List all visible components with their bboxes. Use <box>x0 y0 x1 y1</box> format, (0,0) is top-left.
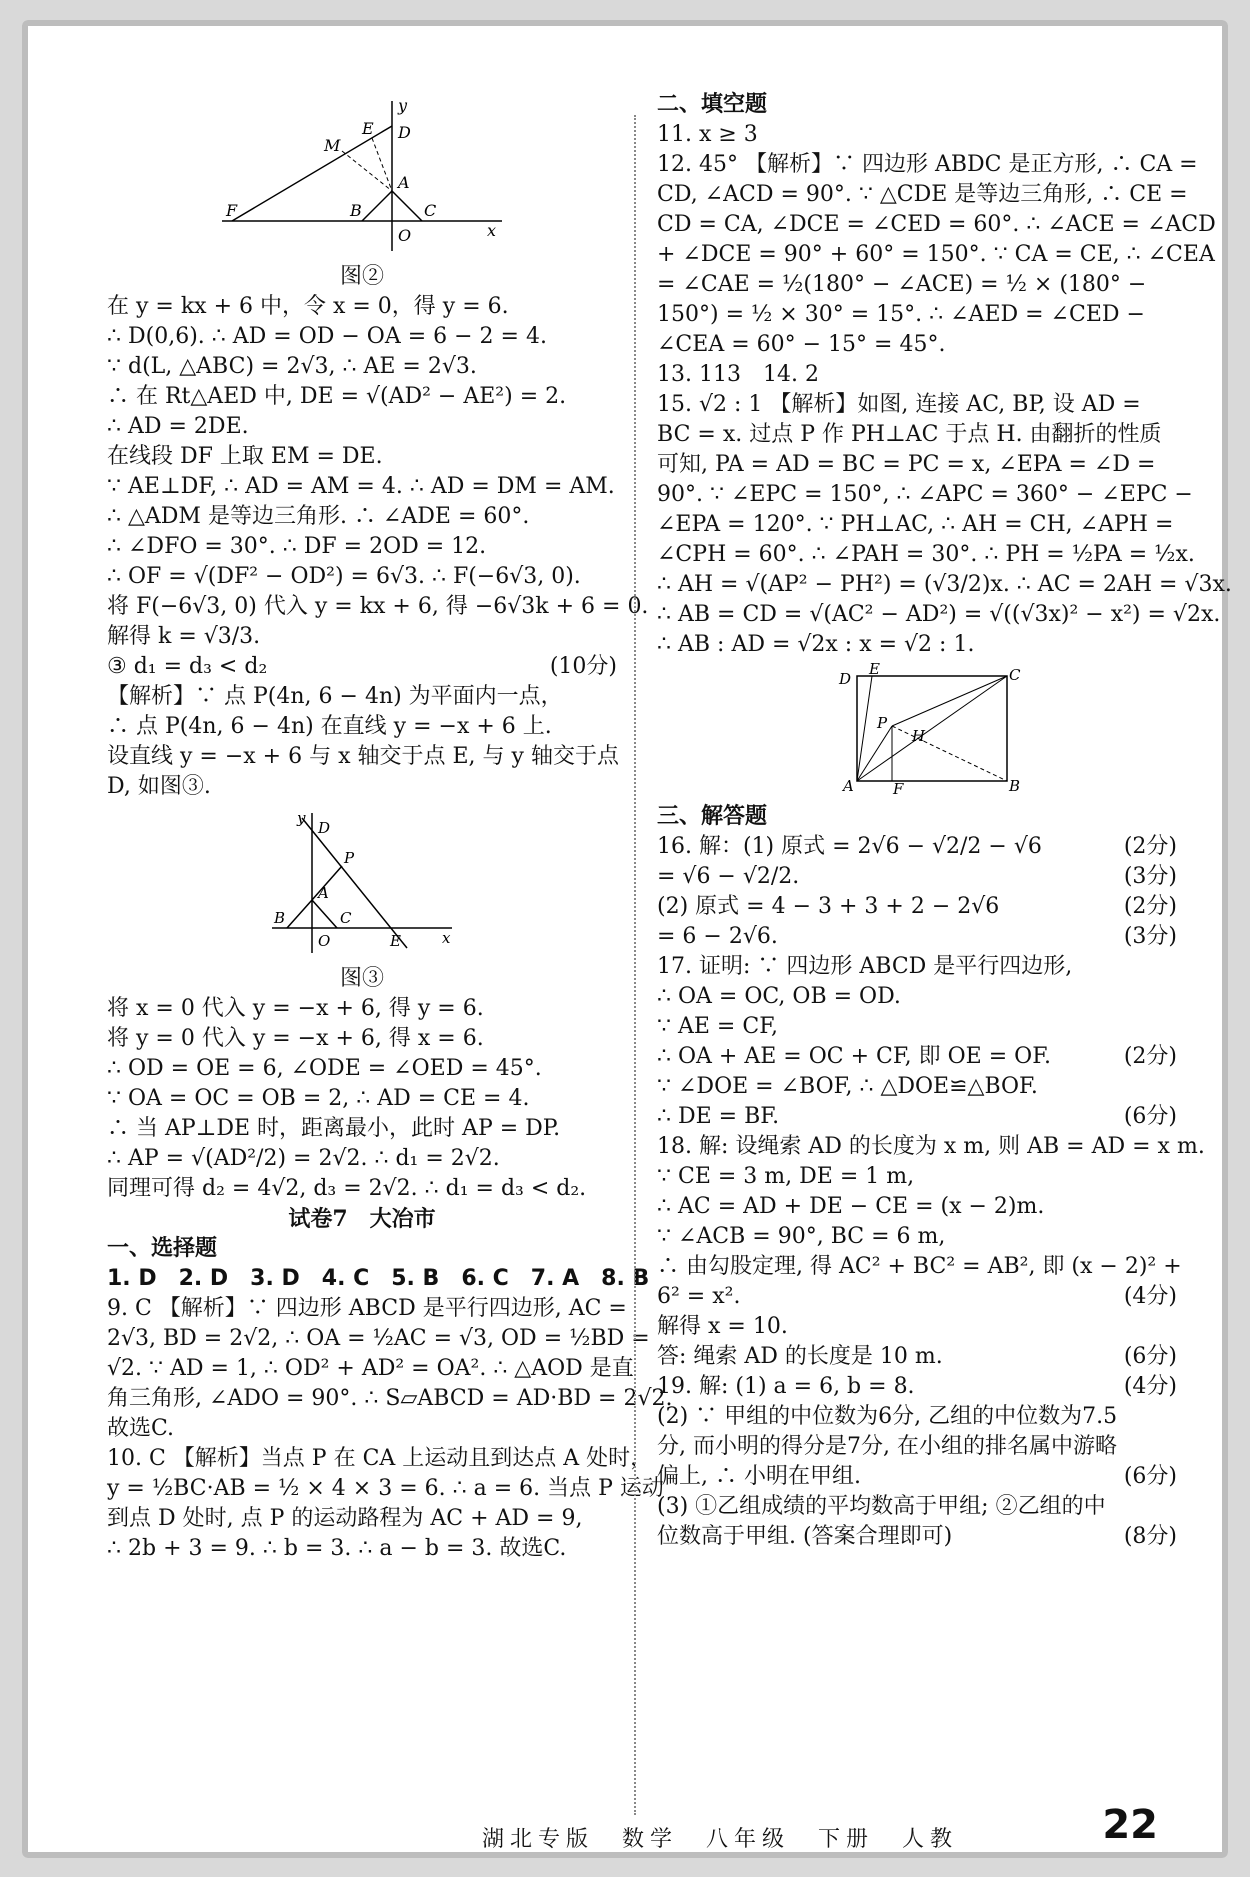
text-line: (2) ∵ 甲组的中位数为6分, 乙组的中位数为7.5 <box>657 1404 1118 1429</box>
score: (3分) <box>1123 924 1177 949</box>
svg-text:O: O <box>398 226 412 245</box>
text-line: ∴ D(0,6). ∴ AD = OD − OA = 6 − 2 = 4. <box>107 324 547 349</box>
text-line: ∴ OA + AE = OC + CF, 即 OE = OF. (2分) <box>657 1044 1177 1069</box>
figure-3-caption: 图③ <box>339 966 384 991</box>
text-line: = ∠CAE = ½(180° − ∠ACE) = ½ × (180° − <box>657 272 1147 297</box>
svg-text:C: C <box>1009 666 1021 684</box>
text-line: ∴ DE = BF. (6分) <box>657 1104 1177 1129</box>
svg-text:M: M <box>324 136 341 155</box>
text-line: 位数高于甲组. (答案合理即可) (8分) <box>657 1524 1177 1549</box>
score: (2分) <box>1123 894 1177 919</box>
question-17 <box>657 952 1177 1132</box>
text-line: (2) 原式 = 4 − 3 + 3 + 2 − 2√6 (2分) <box>657 892 1177 922</box>
svg-text:F: F <box>893 780 904 798</box>
question-11: 11. x ≥ 3 <box>657 122 758 147</box>
text-line: 6² = x². (4分) <box>657 1284 1177 1309</box>
text-line: 12. 45° 【解析】∵ 四边形 ABDC 是正方形, ∴ CA = <box>657 152 1198 177</box>
svg-text:y: y <box>398 96 408 115</box>
text-line: ∠CPH = 60°. ∴ ∠PAH = 30°. ∴ PH = ½PA = ½x. <box>657 542 1195 567</box>
text-line: ∵ ∠ACB = 90°, BC = 6 m, <box>657 1224 946 1249</box>
text-line: ∴ AB = CD = √(AC² − AD²) = √((√3x)² − x²) = √2x. <box>657 602 1221 627</box>
svg-text:B: B <box>350 201 362 220</box>
svg-text:O: O <box>318 932 331 950</box>
text-line: CD, ∠ACD = 90°. ∵ △CDE 是等边三角形, ∴ CE = <box>657 182 1188 207</box>
svg-text:A: A <box>843 777 854 795</box>
text-line: 在线段 DF 上取 EM = DE. <box>107 444 383 469</box>
svg-text:P: P <box>877 714 888 732</box>
test-title: 试卷7 大冶市 <box>288 1206 436 1232</box>
text-line: ∴ AP = √(AD²/2) = 2√2. ∴ d₁ = 2√2. <box>107 1146 500 1171</box>
text-line: 分, 而小明的得分是7分, 在小组的排名属中游略 <box>657 1434 1117 1459</box>
svg-text:F: F <box>226 201 238 220</box>
svg-text:A: A <box>318 884 329 902</box>
text-line: 同理可得 d₂ = 4√2, d₃ = 2√2. ∴ d₁ = d₃ < d₂. <box>107 1176 587 1201</box>
text-line: (3) ①乙组成绩的平均数高于甲组; ②乙组的中 <box>657 1494 1106 1519</box>
right-column <box>657 90 1232 1552</box>
svg-text:A: A <box>398 173 410 192</box>
text-line: ∵ ∠DOE = ∠BOF, ∴ △DOE≌△BOF. <box>657 1074 1038 1099</box>
text-line: 150°) = ½ × 30° = 15°. ∴ ∠AED = ∠CED − <box>657 302 1145 327</box>
text-line: 18. 解: 设绳索 AD 的长度为 x m, 则 AB = AD = x m. <box>657 1134 1205 1159</box>
text-line: ∴ 在 Rt△AED 中, DE = √(AD² − AE²) = 2. <box>107 384 567 409</box>
svg-text:x: x <box>442 929 451 947</box>
text-line: 将 x = 0 代入 y = −x + 6, 得 y = 6. <box>107 996 484 1021</box>
figure-2-caption: 图② <box>339 264 384 289</box>
text-line: ∴ AB : AD = √2x : x = √2 : 1. <box>657 632 975 657</box>
question-19 <box>657 1372 1177 1552</box>
section-title: 二、填空题 <box>657 92 768 117</box>
footer: 湖北专版 数学 八年级 下册 人教 <box>482 1827 959 1852</box>
question-15 <box>657 390 1232 660</box>
score: (3分) <box>1123 864 1177 889</box>
text-line: 解得 k = √3/3. <box>107 624 261 649</box>
text-line: 9. C 【解析】∵ 四边形 ABCD 是平行四边形, AC = <box>107 1296 627 1321</box>
question-12 <box>657 150 1216 360</box>
text-line: D, 如图③. <box>107 774 211 799</box>
question-18 <box>657 1132 1205 1372</box>
text-line: ∴ OD = OE = 6, ∠ODE = ∠OED = 45°. <box>107 1056 542 1081</box>
svg-text:D: D <box>839 670 852 688</box>
text-line: ∴ 点 P(4n, 6 − 4n) 在直线 y = −x + 6 上. <box>107 714 552 739</box>
text-line: 答: 绳索 AD 的长度是 10 m. (6分) <box>657 1344 1177 1369</box>
question-13-14: 13. 113 14. 2 <box>657 362 819 387</box>
text-line: ∠EPA = 120°. ∵ PH⊥AC, ∴ AH = CH, ∠APH = <box>657 512 1174 537</box>
text-line: ∴ AH = √(AP² − PH²) = (√3/2)x. ∴ AC = 2AH = √3x. <box>657 572 1232 597</box>
mc-answers: 1. D 2. D 3. D 4. C 5. B 6. C 7. A 8. B <box>107 1266 650 1291</box>
text-line: ∴ 当 AP⊥DE 时，距离最小，此时 AP = DP. <box>107 1116 561 1141</box>
svg-text:C: C <box>340 909 352 927</box>
text-line: y = ½BC·AB = ½ × 4 × 3 = 6. ∴ a = 6. 当点 P 运动 <box>107 1476 664 1501</box>
question-10 <box>107 1444 664 1564</box>
text-line: 设直线 y = −x + 6 与 x 轴交于点 E, 与 y 轴交于点 <box>107 744 619 769</box>
text-line: = 6 − 2√6. (3分) <box>657 922 1177 952</box>
text-line: ∴ 由勾股定理, 得 AC² + BC² = AB², 即 (x − 2)² + <box>657 1254 1182 1279</box>
text-line: ∵ AE = CF, <box>657 1014 779 1039</box>
text-line: 10. C 【解析】当点 P 在 CA 上运动且到达点 A 处时， <box>107 1446 653 1471</box>
svg-text:D: D <box>318 819 331 837</box>
part3-line <box>107 652 617 682</box>
left-column <box>107 90 673 1564</box>
page-number: 22 <box>1102 1802 1158 1848</box>
figure-2 <box>212 96 512 256</box>
text-line: ∴ OF = √(DF² − OD²) = 6√3. ∴ F(−6√3, 0). <box>107 564 581 589</box>
figure-q15 <box>817 660 1021 798</box>
svg-text:B: B <box>1009 777 1021 795</box>
text-line: ∴ AD = 2DE. <box>107 414 249 439</box>
text-line: 到点 D 处时, 点 P 的运动路程为 AC + AD = 9, <box>107 1506 583 1531</box>
part3-text: ③ d₁ = d₃ < d₂ <box>107 654 268 679</box>
svg-text:E: E <box>390 932 401 950</box>
text-line: CD = CA, ∠DCE = ∠CED = 60°. ∴ ∠ACE = ∠ACD <box>657 212 1216 237</box>
svg-text:H: H <box>912 727 926 745</box>
svg-text:B: B <box>274 909 286 927</box>
svg-text:E: E <box>869 660 880 678</box>
text-line: 可知, PA = AD = BC = PC = x, ∠EPA = ∠D = <box>657 452 1156 477</box>
question-9 <box>107 1294 673 1444</box>
svg-text:E: E <box>362 119 374 138</box>
text-line: ∠CEA = 60° − 15° = 45°. <box>657 332 946 357</box>
svg-text:x: x <box>487 221 497 240</box>
text-line: 将 y = 0 代入 y = −x + 6, 得 x = 6. <box>107 1026 484 1051</box>
text-line: 故选C. <box>107 1416 175 1441</box>
svg-text:C: C <box>424 201 437 220</box>
section-title: 一、选择题 <box>107 1236 218 1261</box>
text-line: 在 y = kx + 6 中，令 x = 0，得 y = 6. <box>107 294 509 319</box>
text-line: 2√3, BD = 2√2, ∴ OA = ½AC = √3, OD = ½BD = <box>107 1326 650 1351</box>
column-divider <box>634 115 636 1815</box>
solution-part2 <box>107 292 649 802</box>
text-line: 【解析】∵ 点 P(4n, 6 − 4n) 为平面内一点， <box>107 684 563 709</box>
text-line: 17. 证明: ∵ 四边形 ABCD 是平行四边形, <box>657 954 1073 979</box>
svg-text:P: P <box>344 849 355 867</box>
text-line: 19. 解: (1) a = 6, b = 8. (4分) <box>657 1374 1177 1399</box>
text-line: ∵ d(L, △ABC) = 2√3, ∴ AE = 2√3. <box>107 354 477 379</box>
text-line: 16. 解：(1) 原式 = 2√6 − √2/2 − √6 (2分) <box>657 832 1177 862</box>
svg-text:y: y <box>297 809 306 827</box>
text-line: ∴ ∠DFO = 30°. ∴ DF = 2OD = 12. <box>107 534 487 559</box>
text-line: ∴ OA = OC, OB = OD. <box>657 984 901 1009</box>
section-title: 三、解答题 <box>657 804 768 829</box>
text-line: 将 F(−6√3, 0) 代入 y = kx + 6, 得 −6√3k + 6 = 0. <box>107 594 649 619</box>
text-line: + ∠DCE = 90° + 60° = 150°. ∵ CA = CE, ∴ ∠CEA <box>657 242 1215 267</box>
question-16 <box>657 832 1177 952</box>
text-line: BC = x. 过点 P 作 PH⊥AC 于点 H. 由翻折的性质 <box>657 422 1162 447</box>
text-line: ∵ OA = OC = OB = 2, ∴ AD = CE = 4. <box>107 1086 530 1111</box>
text-line: 角三角形, ∠ADO = 90°. ∴ S▱ABCD = AD·BD = 2√2. <box>107 1386 673 1411</box>
page <box>22 20 1232 1858</box>
text-line: 90°. ∵ ∠EPC = 150°, ∴ ∠APC = 360° − ∠EPC − <box>657 482 1193 507</box>
svg-text:D: D <box>398 123 411 142</box>
solution-part3 <box>107 994 617 1204</box>
text-line: = √6 − √2/2. (3分) <box>657 862 1177 892</box>
text-line: 偏上, ∴ 小明在甲组. (6分) <box>657 1464 1177 1489</box>
text-line: ∵ CE = 3 m, DE = 1 m, <box>657 1164 915 1189</box>
figure-3 <box>262 808 462 958</box>
text-line: ∴ 2b + 3 = 9. ∴ b = 3. ∴ a − b = 3. 故选C. <box>107 1536 567 1561</box>
score: (10分) <box>549 654 617 679</box>
text-line: ∴ AC = AD + DE − CE = (x − 2)m. <box>657 1194 1045 1219</box>
text-line: ∴ △ADM 是等边三角形. ∴ ∠ADE = 60°. <box>107 504 530 529</box>
text-line: 15. √2 : 1 【解析】如图, 连接 AC, BP, 设 AD = <box>657 392 1141 417</box>
text-line: √2. ∵ AD = 1, ∴ OD² + AD² = OA². ∴ △AOD 是直 <box>107 1356 634 1381</box>
text-line: 解得 x = 10. <box>657 1314 788 1339</box>
text-line: ∵ AE⊥DF, ∴ AD = AM = 4. ∴ AD = DM = AM. <box>107 474 615 499</box>
score: (2分) <box>1123 834 1177 859</box>
